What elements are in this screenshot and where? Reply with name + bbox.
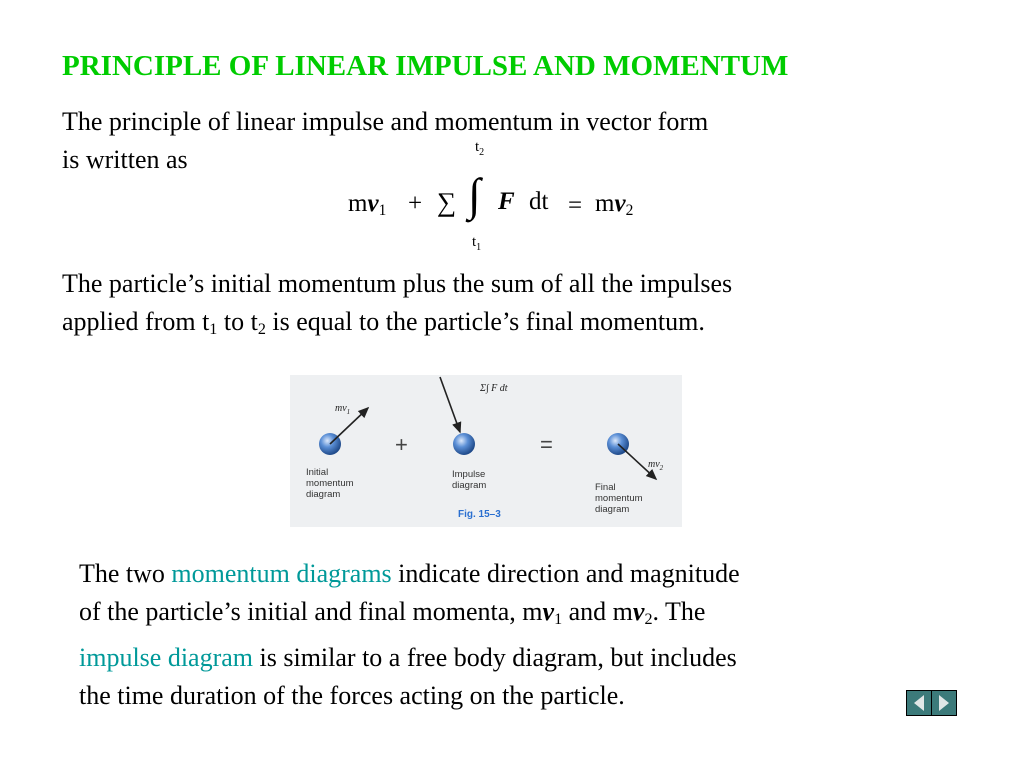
momentum-sum-paragraph (62, 265, 732, 349)
left-arrow-icon[interactable] (906, 690, 932, 716)
equation-lhs-momentum: $mv_1$ (348, 190, 387, 219)
final-caption: Final momentum diagram (595, 482, 643, 515)
integral-symbol: ∫ (468, 169, 481, 220)
force-vector: F (498, 188, 515, 215)
para3-line-1: The two momentum diagrams indicate direction and magnitude (79, 559, 740, 588)
para2-line-2: applied from $t_1$ to $t_2$ is equal to the particle’s final momentum. (62, 307, 705, 339)
slide-title: PRINCIPLE OF LINEAR IMPULSE AND MOMENTUM (62, 50, 789, 82)
impulse-label: Σ∫ F dt (480, 383, 508, 394)
impulse-caption: Impulse diagram (452, 469, 487, 491)
final-momentum-label: $mv_2$ (648, 459, 664, 472)
intro-line-2: is written as (62, 145, 188, 174)
right-arrow-icon[interactable] (931, 690, 957, 716)
diagram-explanation-paragraph (79, 555, 740, 715)
para3-line-2: of the particle’s initial and final momenta, $mv_1$ and $mv_2$. The (79, 597, 706, 629)
intro-line-1: The principle of linear impulse and momentum in vector form (62, 107, 709, 136)
para3-line-3: impulse diagram is similar to a free body diagram, but includes (79, 643, 737, 673)
initial-caption: Initial momentum diagram (306, 467, 354, 500)
equation-equals: = (568, 192, 583, 219)
para3-line-4: the time duration of the forces acting on the particle. (79, 681, 625, 711)
figure-plus: + (395, 432, 408, 457)
summation-symbol: ∑ (437, 187, 457, 217)
slide-navigation (906, 690, 956, 716)
impulse-diagram-term: impulse diagram (79, 643, 254, 673)
momentum-diagram-figure (290, 375, 682, 527)
impulse-arrow (440, 377, 460, 432)
initial-momentum-label: $mv_1$ (335, 403, 351, 416)
dt-term: dt (529, 188, 549, 215)
upper-limit: $t_2$ (475, 139, 485, 158)
impulse-particle (453, 433, 475, 455)
equation-plus: + (408, 190, 423, 217)
figure-equals: = (540, 432, 553, 457)
momentum-diagrams-term: momentum diagrams (171, 559, 392, 588)
figure-caption: Fig. 15–3 (458, 509, 501, 520)
equation-rhs-momentum: $mv_2$ (595, 190, 634, 219)
lower-limit: $t_1$ (472, 234, 482, 253)
para2-line-1: The particle’s initial momentum plus the sum of all the impulses (62, 269, 733, 298)
intro-paragraph (62, 103, 708, 179)
